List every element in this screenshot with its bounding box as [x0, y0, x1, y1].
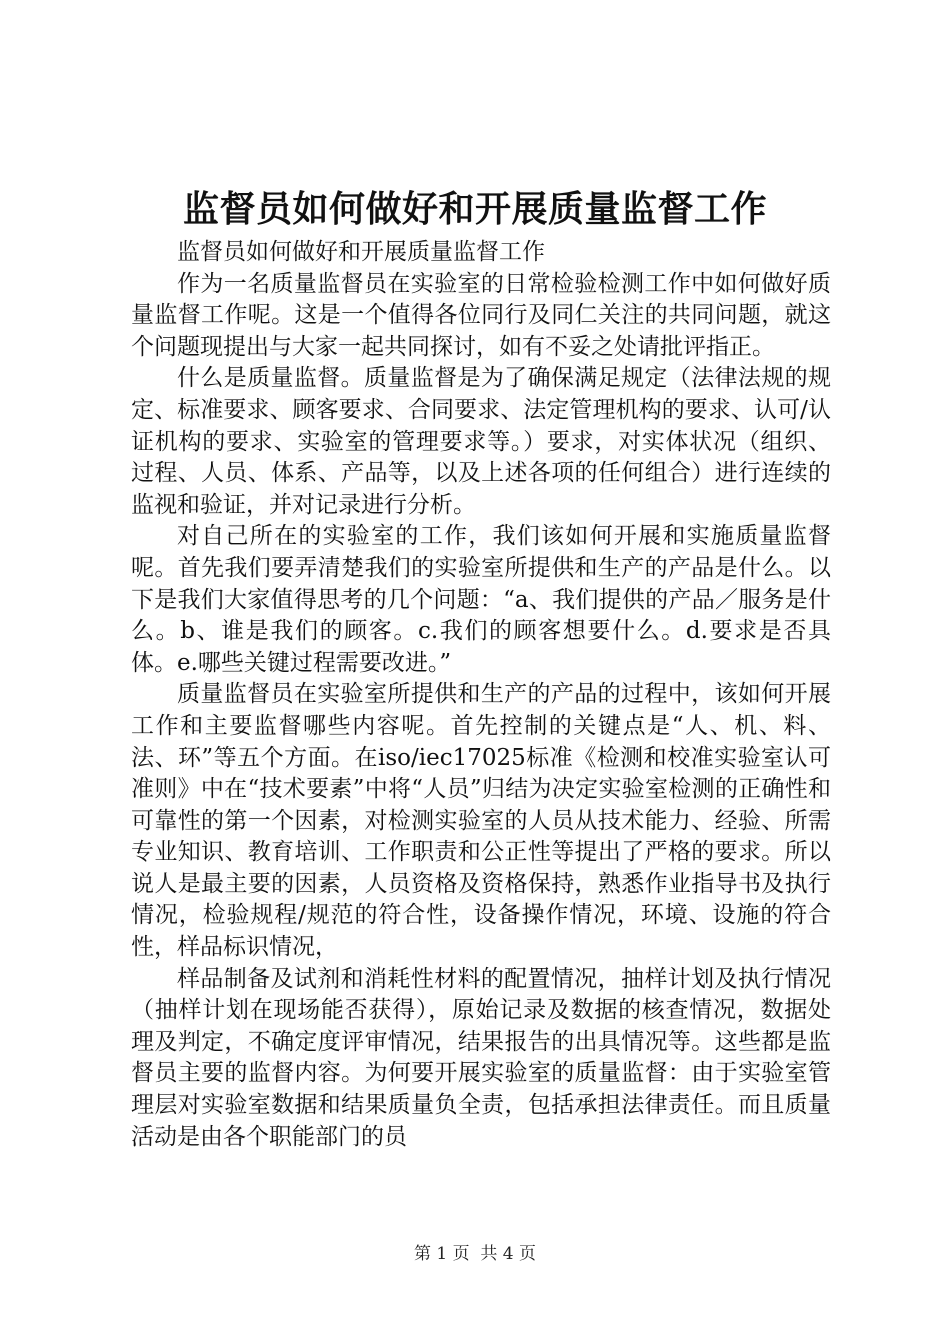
paragraph: 什么是质量监督。质量监督是为了确保满足规定（法律法规的规定、标准要求、顾客要求、合同要求、法定管理机构的要求、认可/认证机构的要求、实验室的管理要求等。）要求，对实体状况（组织、过程、人员、体系、产品等，以及上述各项的任何组合）进行连续的监视和验证，并对记录进行分析。: [131, 365, 831, 518]
page-footer: [0, 1242, 950, 1266]
paragraph: 对自己所在的实验室的工作，我们该如何开展和实施质量监督呢。首先我们要弄清楚我们的实验室所提供和生产的产品是什么。以下是我们大家值得思考的几个问题：“a、我们提供的产品／服务是什么。b、谁是我们的顾客。c.我们的顾客想要什么。d.要求是否具体。e.哪些关键过程需要改进。”: [131, 523, 831, 676]
page-number: 第 1 页 共 4 页: [413, 1244, 537, 1264]
page-title: 监督员如何做好和开展质量监督工作: [182, 188, 767, 230]
paragraph: 作为一名质量监督员在实验室的日常检验检测工作中如何做好质量监督工作呢。这是一个值得各位同行及同仁关注的共同问题，就这个问题现提出与大家一起共同探讨，如有不妥之处请批评指正。: [131, 270, 831, 360]
paragraph: 质量监督员在实验室所提供和生产的产品的过程中，该如何开展工作和主要监督哪些内容呢。首先控制的关键点是“人、机、料、法、环”等五个方面。在iso/iec17025标准《检测和校准实验室认可准则》中在“技术要素”中将“人员”归结为决定实验室检测的正确性和可靠性的第一个因素，对检测实验室的人员从技术能力、经验、所需专业知识、教育培训、工作职责和公正性等提出了严格的要求。所以说人是最主要的因素，人员资格及资格保持，熟悉作业指导书及执行情况，检验规程/规范的符合性，设备操作情况，环境、设施的符合性，样品标识情况，: [131, 681, 831, 961]
paragraph: 样品制备及试剂和消耗性材料的配置情况，抽样计划及执行情况（抽样计划在现场能否获得），原始记录及数据的核查情况，数据处理及判定，不确定度评审情况，结果报告的出具情况等。这些都是监督员主要的监督内容。为何要开展实验室的质量监督：由于实验室管理层对实验室数据和结果质量负全责，包括承担法律责任。而且质量活动是由各个职能部门的员: [131, 965, 831, 1150]
document-body: [131, 237, 831, 1153]
paragraph: 监督员如何做好和开展质量监督工作: [177, 239, 545, 265]
